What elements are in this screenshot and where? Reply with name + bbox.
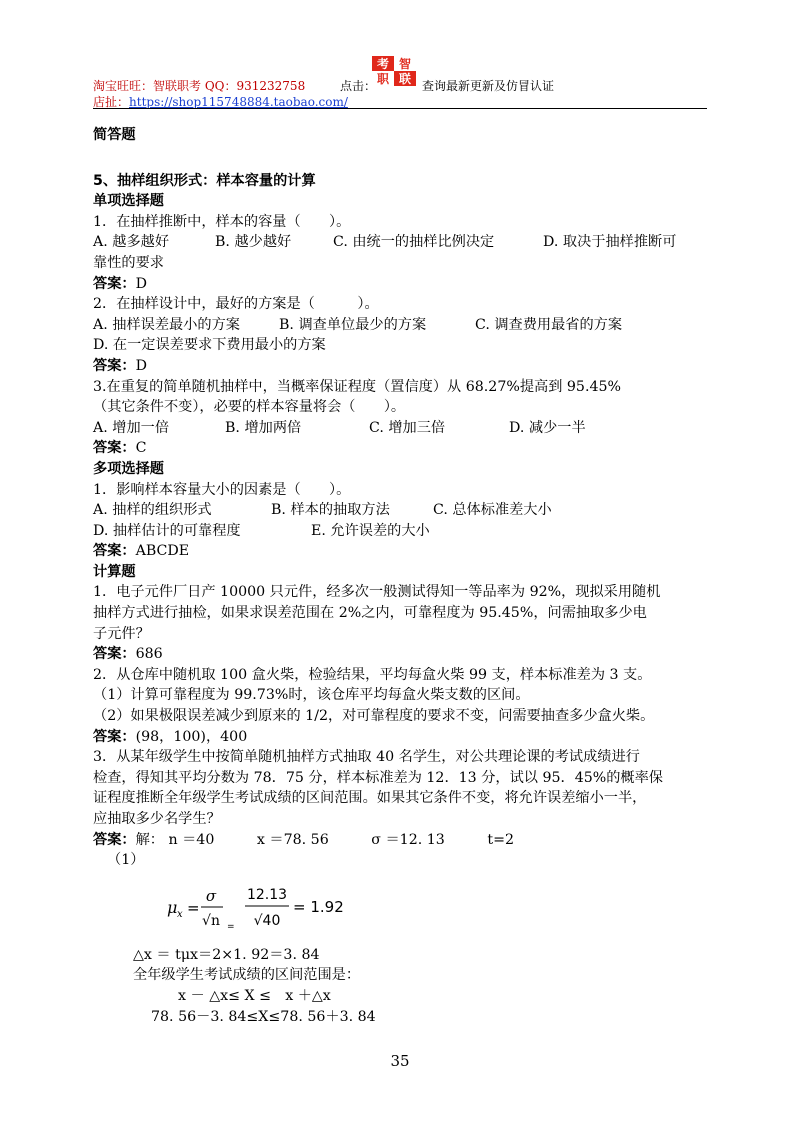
formula-sqrt-n: √n — [202, 912, 220, 929]
click-label: 点击： — [340, 79, 377, 93]
sc-q2-stem: 2．在抽样设计中，最好的方案是（ ）。 — [93, 296, 379, 313]
calc-q2-line: （2）如果极限误差减少到原来的 1/2，对可靠程度的要求不变，问需要抽查多少盒火柴。 — [93, 708, 655, 725]
option: D. 减少一半 — [509, 419, 586, 436]
answer-label: 答案： — [93, 357, 136, 374]
formula-num-value: 12.13 — [246, 886, 288, 903]
option: C. 调查费用最省的方案 — [475, 316, 623, 333]
option: A. 越多越好 — [93, 234, 170, 251]
option: C. 总体标准差大小 — [433, 502, 552, 519]
formula-result: = 1.92 — [293, 897, 344, 916]
answer-value: D — [135, 357, 147, 374]
option: A. 抽样误差最小的方案 — [93, 316, 240, 333]
calc-q2-line: 2．从仓库中随机取 100 盒火柴，检验结果，平均每盒火柴 99 支，样本标准差为 3 支。 — [93, 666, 652, 683]
calc-q3-answer — [93, 830, 711, 851]
mc-q1-options — [93, 500, 711, 521]
calc-q1-answer — [93, 644, 711, 665]
calc-title: 计算题 — [93, 563, 136, 580]
calc-q3-delta: △x ＝ tμx＝2×1. 92＝3. 84 — [133, 946, 320, 963]
logo-char-4: 联 — [398, 72, 412, 86]
formula-sigma: σ — [205, 886, 217, 905]
formula-svg — [165, 877, 385, 941]
calc-q1-line: 抽样方式进行抽检，如果求误差范围在 2%之内，可靠程度为 95.45%，问需抽取多少电 — [93, 605, 647, 622]
formula-den-tail: = — [227, 921, 235, 932]
multi-choice-title: 多项选择题 — [93, 460, 164, 477]
sc-q1-options — [93, 232, 711, 253]
option: B. 调查单位最少的方案 — [279, 316, 427, 333]
sc-q1-stem: 1．在抽样推断中，样本的容量（ ）。 — [93, 213, 351, 230]
option: C. 增加三倍 — [369, 419, 446, 436]
page-heading: 简答题 — [93, 127, 136, 143]
mc-q1-answer — [93, 541, 711, 562]
calc-q2-answer — [93, 727, 711, 748]
answer-label: 答案： — [93, 275, 136, 292]
shop-url-link[interactable]: https://shop115748884.taobao.com/ — [129, 95, 348, 109]
answer-value: ABCDE — [135, 543, 190, 560]
option: C. 由统一的抽样比例决定 — [333, 234, 495, 251]
sc-q3-answer — [93, 438, 711, 459]
option: B. 样本的抽取方法 — [271, 502, 390, 519]
page-number: 35 — [390, 1052, 410, 1070]
shop-address-label: 店扯： — [93, 95, 130, 109]
option: B. 越少越好 — [215, 234, 292, 251]
calc-q3-interval-formula: x － △x≤ X ≤ x ＋△x — [178, 987, 331, 1004]
answer-value: C — [135, 440, 147, 457]
calc-q3-line: 检查，得知其平均分数为 78．75 分，样本标准差为 12．13 分，试以 95．45%的概率保 — [93, 769, 663, 786]
option: D. 抽样估计的可靠程度 — [93, 522, 241, 539]
answer-label: 答案： — [93, 728, 136, 745]
calc-q3-line: 证程度推断全年级学生考试成绩的区间范围。如果其它条件不变，将允许误差缩小一半， — [93, 790, 647, 807]
answer-value: 686 — [135, 646, 163, 663]
sc-q2-options-2 — [93, 335, 711, 356]
single-choice-title: 单项选择题 — [93, 193, 164, 210]
calc-q3-line: 3．从某年级学生中按简单随机抽样方式抽取 40 名学生，对公共理论课的考试成绩进行 — [93, 749, 640, 766]
header-divider — [93, 108, 707, 109]
mc-q1-options-2 — [93, 521, 711, 542]
formula-mu: μ — [167, 897, 178, 917]
sc-q3-stem-2: （其它条件不变），必要的样本容量将会（ ）。 — [93, 399, 406, 416]
formula-mu-sub: x — [177, 908, 183, 920]
zhilian-logo[interactable] — [370, 54, 420, 88]
mc-q1-stem: 1．影响样本容量大小的因素是（ ）。 — [93, 481, 351, 498]
verify-note: 查询最新更新及仿冒认证 — [422, 79, 555, 93]
sc-q3-options — [93, 418, 711, 439]
answer-label: 答案： — [93, 440, 136, 457]
calc-q2-line: （1）计算可靠程度为 99.73%时，该仓库平均每盒火柴支数的区间。 — [93, 687, 530, 704]
page-header — [0, 0, 800, 110]
option: D. 取决于抽样推断可 — [543, 234, 677, 251]
formula-sqrt-40: √40 — [253, 912, 281, 929]
sc-q2-answer — [93, 356, 711, 377]
calc-q3-part1: （1） — [107, 852, 145, 869]
sc-q3-stem: 3.在重复的简单随机抽样中，当概率保证程度（置信度）从 68.27%提高到 95.45% — [93, 378, 622, 395]
logo-char-2: 智 — [398, 57, 412, 71]
shop-contact: 淘宝旺旺：智联职考 QQ：931232758 — [93, 79, 306, 93]
answer-value: D — [135, 275, 147, 292]
option: A. 抽样的组织形式 — [93, 502, 212, 519]
section-title: 5、抽样组织形式：样本容量的计算 — [93, 172, 316, 189]
calc-q3-interval-values: 78. 56－3. 84≤X≤78. 56＋3. 84 — [151, 1008, 376, 1025]
answer-label: 答案： — [93, 543, 136, 560]
answer-label: 答案： — [93, 831, 136, 848]
answer-label: 答案： — [93, 646, 136, 663]
sc-q1-option-continuation: 靠性的要求 — [93, 254, 164, 271]
spacer — [93, 146, 711, 171]
logo-char-3: 职 — [376, 72, 390, 86]
option: A. 增加一倍 — [93, 419, 170, 436]
option: D. 在一定误差要求下费用最小的方案 — [93, 337, 326, 354]
sampling-error-formula — [93, 877, 711, 941]
document-body — [93, 125, 711, 1027]
calc-q3-interval-intro: 全年级学生考试成绩的区间范围是： — [133, 967, 361, 984]
calc-q1-line: 1．电子元件厂日产 10000 只元件，经多次一般测试得知一等品率为 92%，现拟采用随机 — [93, 584, 661, 601]
answer-value: 解： n ＝40 x ＝78. 56 σ ＝12. 13 t=2 — [135, 831, 514, 848]
sc-q2-options — [93, 315, 711, 336]
logo-char-1: 考 — [376, 57, 390, 71]
option: B. 增加两倍 — [225, 419, 302, 436]
answer-value: (98，100)，400 — [135, 728, 248, 745]
option: E. 允许误差的大小 — [311, 522, 430, 539]
formula-eq1: = — [187, 898, 200, 917]
sc-q1-answer — [93, 274, 711, 295]
calc-q1-line: 子元件？ — [93, 625, 150, 642]
calc-q3-line: 应抽取多少名学生？ — [93, 811, 221, 827]
